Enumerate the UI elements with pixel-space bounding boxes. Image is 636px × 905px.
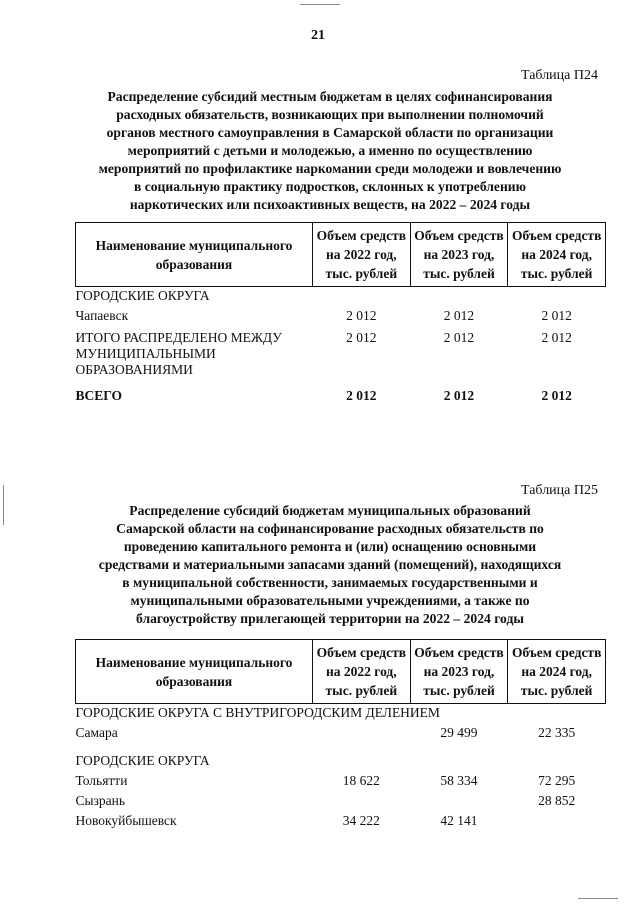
scan-mark-top — [300, 4, 340, 5]
table-row: Тольятти 18 622 58 334 72 295 — [75, 773, 576, 788]
table-row: Новокуйбышевск 34 222 42 141 — [75, 813, 478, 828]
table-p24-label: Таблица П24 — [521, 68, 598, 83]
total-row: ВСЕГО 2 012 2 012 2 012 — [75, 388, 572, 403]
header-name: Наименование муниципального образования — [76, 640, 313, 704]
spacer-row — [76, 741, 606, 749]
table-row: Чапаевск 2 012 2 012 2 012 — [75, 308, 572, 323]
page-number: 21 — [311, 28, 325, 43]
table-row: Самара 29 499 22 335 — [75, 725, 576, 740]
table-row: Сызрань 28 852 — [75, 793, 576, 808]
section-row: ГОРОДСКИЕ ОКРУГА — [75, 753, 210, 768]
table-p25-label: Таблица П25 — [521, 483, 598, 498]
section-row: ГОРОДСКИЕ ОКРУГА — [75, 288, 210, 303]
header-name: Наименование муниципального образования — [76, 223, 313, 287]
scan-mark-left — [3, 485, 4, 525]
table-p24 — [75, 222, 606, 404]
subtotal-row: ИТОГО РАСПРЕДЕЛЕНО МЕЖДУ МУНИЦИПАЛЬНЫМИ ОБРАЗОВАНИЯМИ 2 012 2 012 2 012 — [75, 330, 572, 377]
header-row — [76, 223, 606, 287]
scan-mark-bottom — [578, 898, 618, 899]
header-2023: Объем средств на 2023 год, тыс. рублей — [410, 640, 508, 704]
header-2024: Объем средств на 2024 год, тыс. рублей — [508, 640, 606, 704]
header-2023: Объем средств на 2023 год, тыс. рублей — [410, 223, 508, 287]
section-row: ГОРОДСКИЕ ОКРУГА С ВНУТРИГОРОДСКИМ ДЕЛЕНИЕМ — [75, 705, 440, 720]
header-row — [76, 640, 606, 704]
header-2024: Объем средств на 2024 год, тыс. рублей — [508, 223, 606, 287]
table-p24-title: Распределение субсидий местным бюджетам в целях софинансирования расходных обязательств, возникающих при выполнении полномочий органов местного самоуправления в Самарской области по организации мероприятий с детьми и молодежью, а именно по осуществлению мероприятий по профилактике наркомании среди молодежи и вовлечению в социальную практику подростков, склонных к употреблению наркотических или психоактивных веществ, на 2022 – 2024 годы — [98, 89, 562, 212]
header-2022: Объем средств на 2022 год, тыс. рублей — [313, 223, 411, 287]
header-2022: Объем средств на 2022 год, тыс. рублей — [313, 640, 411, 704]
table-p25 — [75, 639, 606, 829]
table-p25-title: Распределение субсидий бюджетам муниципальных образований Самарской области на софинансирование расходных обязательств по проведению капитального ремонта и (или) оснащению основными средствами и материальными запасами зданий (помещений), находящихся в муниципальной собственности, занимаемых государственными и муниципальными образовательными учреждениями, а также по благоустройству прилегающей территории на 2022 – 2024 годы — [98, 503, 562, 626]
